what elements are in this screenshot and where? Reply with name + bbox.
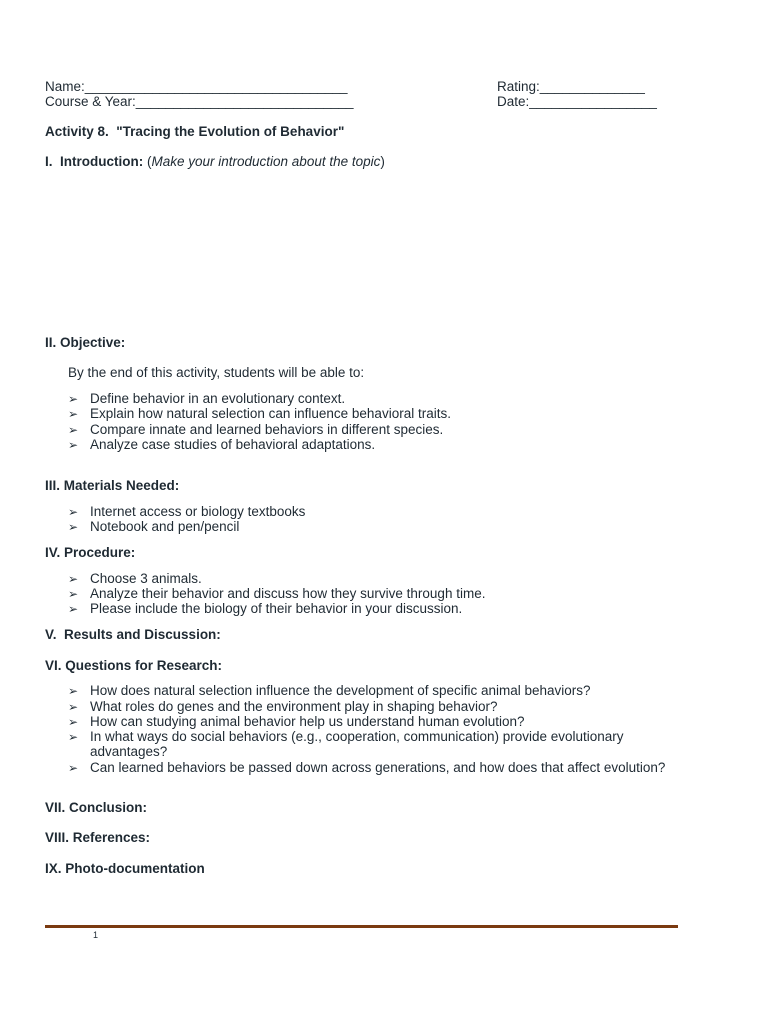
objective-item-text: Compare innate and learned behaviors in different species.	[90, 422, 444, 437]
name-field: Name:___________________________________	[45, 79, 348, 94]
objective-item	[68, 391, 708, 407]
question-item-text: What roles do genes and the environment play in shaping behavior?	[90, 699, 498, 714]
question-item	[68, 714, 708, 730]
bullet-arrow-icon: ➢	[68, 587, 79, 601]
question-item-text: Can learned behaviors be passed down across generations, and how does that affect evolution?	[90, 760, 666, 775]
question-item	[68, 760, 708, 776]
bullet-arrow-icon: ➢	[68, 730, 79, 744]
bullet-arrow-icon: ➢	[68, 438, 79, 452]
materials-item	[68, 519, 708, 535]
materials-item-text: Internet access or biology textbooks	[90, 504, 306, 519]
objective-item	[68, 422, 708, 438]
references-heading: VIII. References:	[45, 830, 151, 845]
question-item	[68, 729, 708, 759]
procedure-item	[68, 586, 708, 602]
procedure-item-text: Analyze their behavior and discuss how they survive through time.	[90, 586, 486, 601]
page-number: 1	[93, 930, 99, 940]
introduction-open-paren: (	[143, 154, 152, 169]
question-item	[68, 683, 708, 699]
objective-item-text: Explain how natural selection can influence behavioral traits.	[90, 406, 451, 421]
question-item-text: In what ways do social behaviors (e.g., cooperation, communication) provide evolutionary advantages?	[90, 729, 624, 759]
objective-item-text: Define behavior in an evolutionary context.	[90, 391, 346, 406]
rating-field: Rating:______________	[497, 79, 645, 94]
introduction-note: Make your introduction about the topic	[151, 154, 381, 169]
objective-item	[68, 437, 708, 453]
procedure-item-text: Please include the biology of their behavior in your discussion.	[90, 601, 463, 616]
question-item-text: How does natural selection influence the development of specific animal behaviors?	[90, 683, 591, 698]
materials-heading: III. Materials Needed:	[45, 478, 180, 493]
introduction-heading-line	[45, 154, 385, 169]
materials-item	[68, 504, 708, 520]
bullet-arrow-icon: ➢	[68, 392, 79, 406]
question-item-text: How can studying animal behavior help us understand human evolution?	[90, 714, 525, 729]
bullet-arrow-icon: ➢	[68, 407, 79, 421]
objective-lead: By the end of this activity, students will be able to:	[68, 365, 365, 380]
objective-item	[68, 406, 708, 422]
conclusion-heading: VII. Conclusion:	[45, 800, 148, 815]
date-field: Date:_________________	[497, 94, 657, 109]
bullet-arrow-icon: ➢	[68, 505, 79, 519]
bullet-arrow-icon: ➢	[68, 602, 79, 616]
question-item	[68, 699, 708, 715]
footer-divider	[45, 925, 678, 928]
photo-documentation-heading: IX. Photo-documentation	[45, 861, 205, 876]
bullet-arrow-icon: ➢	[68, 423, 79, 437]
bullet-arrow-icon: ➢	[68, 572, 79, 586]
questions-heading: VI. Questions for Research:	[45, 658, 223, 673]
results-heading: V. Results and Discussion:	[45, 627, 221, 642]
bullet-arrow-icon: ➢	[68, 761, 79, 775]
course-year-field: Course & Year:_____________________________	[45, 94, 354, 109]
objective-item-text: Analyze case studies of behavioral adaptations.	[90, 437, 376, 452]
activity-title: Activity 8. "Tracing the Evolution of Behavior"	[45, 124, 345, 139]
bullet-arrow-icon: ➢	[68, 715, 79, 729]
procedure-item-text: Choose 3 animals.	[90, 571, 202, 586]
bullet-arrow-icon: ➢	[68, 520, 79, 534]
materials-item-text: Notebook and pen/pencil	[90, 519, 240, 534]
introduction-close-paren: )	[380, 154, 385, 169]
procedure-item	[68, 571, 708, 587]
procedure-heading: IV. Procedure:	[45, 545, 136, 560]
objective-heading: II. Objective:	[45, 335, 126, 350]
introduction-heading: I. Introduction:	[45, 154, 144, 169]
bullet-arrow-icon: ➢	[68, 684, 79, 698]
bullet-arrow-icon: ➢	[68, 700, 79, 714]
procedure-item	[68, 601, 708, 617]
